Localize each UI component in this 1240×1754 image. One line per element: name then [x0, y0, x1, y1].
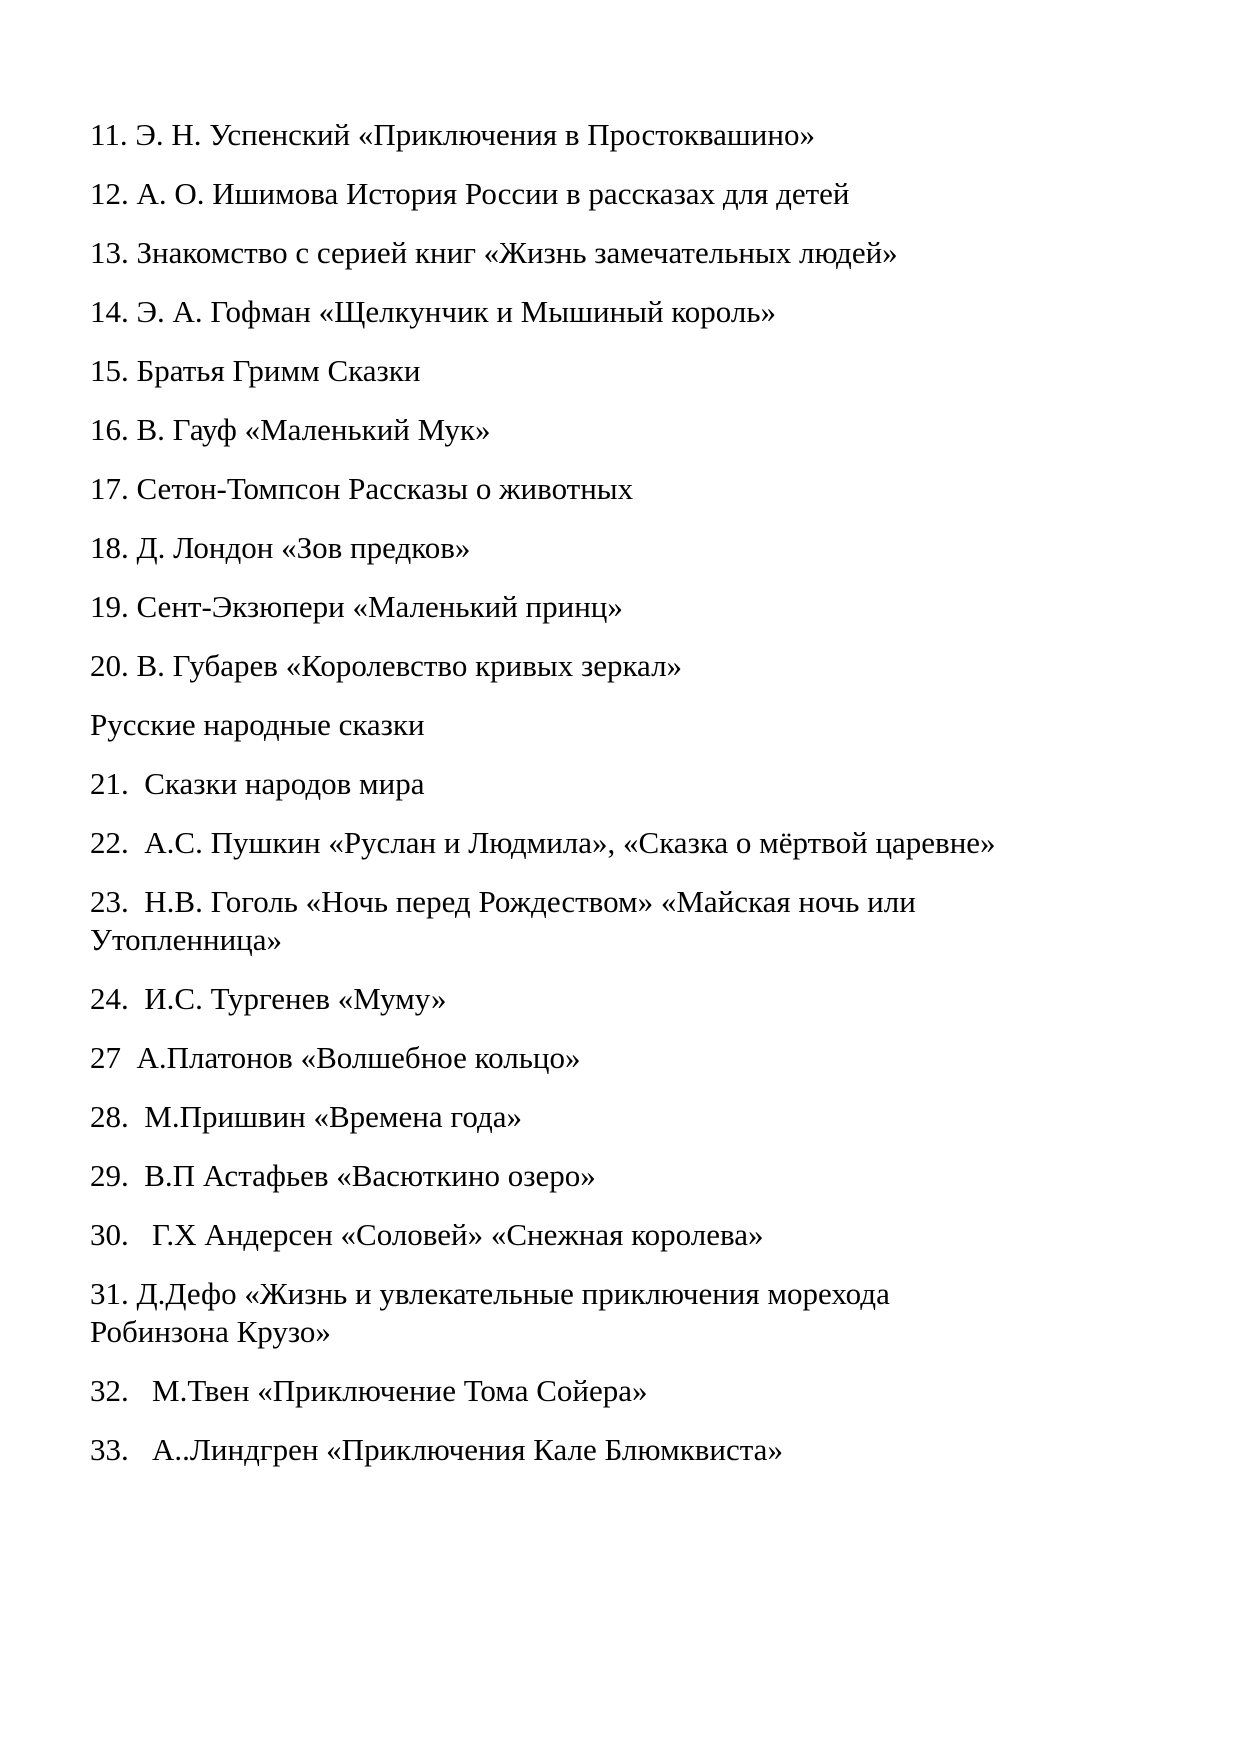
list-item: 28. М.Пришвин «Времена года» [90, 1099, 522, 1134]
list-item: 21. Сказки народов мира [90, 766, 425, 801]
list-item: 31. Д.Дефо «Жизнь и увлекательные приключения морехода Робинзона Крузо» [90, 1276, 898, 1349]
list-item: 33. А..Линдгрен «Приключения Кале Блюмквиста» [90, 1432, 783, 1467]
list-item: 18. Д. Лондон «Зов предков» [90, 530, 471, 565]
list-item: 29. В.П Астафьев «Васюткино озеро» [90, 1158, 596, 1193]
list-item: 14. Э. А. Гофман «Щелкунчик и Мышиный король» [90, 294, 776, 329]
list-item: 30. Г.Х Андерсен «Соловей» «Снежная королева» [90, 1217, 764, 1252]
list-item: 15. Братья Гримм Сказки [90, 353, 421, 388]
list-item: 16. В. Гауф «Маленький Мук» [90, 412, 491, 447]
list-item: 12. А. О. Ишимова История России в рассказах для детей [90, 176, 850, 211]
list-item: 22. А.С. Пушкин «Руслан и Людмила», «Сказка о мёртвой царевне» [90, 825, 996, 860]
list-item: 19. Сент-Экзюпери «Маленький принц» [90, 589, 623, 624]
list-item: 23. Н.В. Гоголь «Ночь перед Рождеством» «Майская ночь или Утопленница» [90, 884, 924, 957]
list-item: 27 А.Платонов «Волшебное кольцо» [90, 1040, 581, 1075]
section-heading: Русские народные сказки [90, 707, 425, 742]
list-item: 32. М.Твен «Приключение Тома Сойера» [90, 1373, 648, 1408]
reading-list [90, 116, 1150, 1490]
list-item: 17. Сетон-Томпсон Рассказы о животных [90, 471, 634, 506]
list-item: 24. И.С. Тургенев «Муму» [90, 981, 447, 1016]
list-item: 20. В. Губарев «Королевство кривых зеркал» [90, 648, 683, 683]
list-item: 13. Знакомство с серией книг «Жизнь замечательных людей» [90, 235, 898, 270]
list-item: 11. Э. Н. Успенский «Приключения в Простоквашино» [90, 117, 815, 152]
